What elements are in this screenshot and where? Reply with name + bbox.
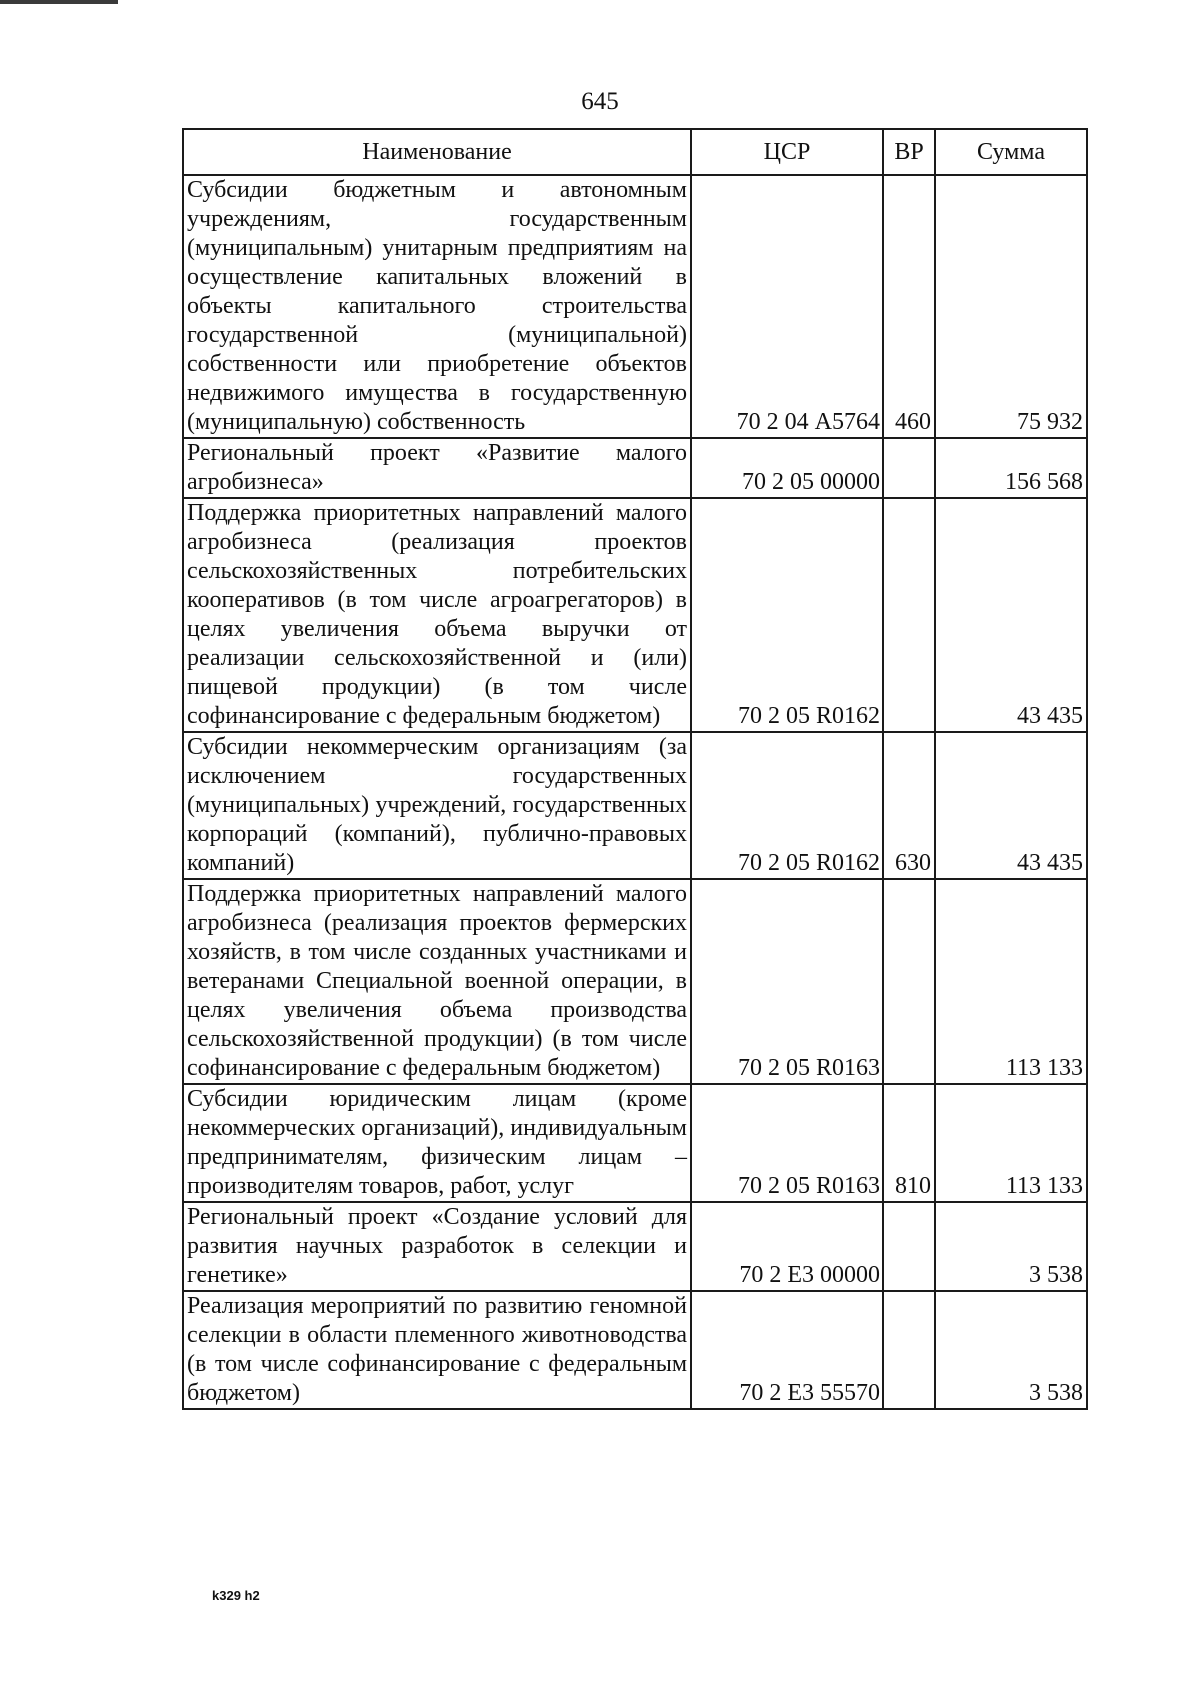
table-row: [183, 498, 1087, 732]
row-csr: 70 2 05 00000: [691, 438, 883, 498]
row-sum: 43 435: [935, 498, 1087, 732]
row-vr: [883, 1291, 935, 1409]
table-row: [183, 175, 1087, 438]
row-name: Региональный проект «Развитие малого агробизнеса»: [183, 438, 691, 498]
header-name: Наименование: [183, 129, 691, 175]
table-row: [183, 1084, 1087, 1202]
table-header-row: [183, 129, 1087, 175]
budget-table: [182, 128, 1088, 1410]
row-csr: 70 2 Е3 55570: [691, 1291, 883, 1409]
table-row: [183, 732, 1087, 879]
row-csr: 70 2 05 R0163: [691, 879, 883, 1084]
row-sum: 3 538: [935, 1202, 1087, 1291]
row-vr: [883, 879, 935, 1084]
row-name: Региональный проект «Создание условий для развития научных разработок в селекции и генетике»: [183, 1202, 691, 1291]
row-name: Субсидии бюджетным и автономным учреждениям, государственным (муниципальным) унитарным предприятиям на осуществление капитальных вложений в объекты капитального строительства государственной (муниципальной) собственности или приобретение объектов недвижимого имущества в государственную (муниципальную) собственность: [183, 175, 691, 438]
table-row: [183, 1291, 1087, 1409]
header-vr: ВР: [883, 129, 935, 175]
row-vr: [883, 438, 935, 498]
table-row: [183, 879, 1087, 1084]
table-row: [183, 438, 1087, 498]
row-csr: 70 2 05 R0163: [691, 1084, 883, 1202]
row-vr: 630: [883, 732, 935, 879]
row-csr: 70 2 05 R0162: [691, 498, 883, 732]
footer-doc-code: k329 h2: [212, 1588, 260, 1603]
row-sum: 75 932: [935, 175, 1087, 438]
row-name: Поддержка приоритетных направлений малого агробизнеса (реализация проектов сельскохозяйственных потребительских кооперативов (в том числе агроагрегаторов) в целях увеличения объема выручки от реализации сельскохозяйственной и (или) пищевой продукции) (в том числе софинансирование с федеральным бюджетом): [183, 498, 691, 732]
row-sum: 43 435: [935, 732, 1087, 879]
row-csr: 70 2 04 А5764: [691, 175, 883, 438]
row-name: Реализация мероприятий по развитию геномной селекции в области племенного животноводства (в том числе софинансирование с федеральным бюджетом): [183, 1291, 691, 1409]
table-row: [183, 1202, 1087, 1291]
row-vr: [883, 1202, 935, 1291]
row-sum: 3 538: [935, 1291, 1087, 1409]
header-sum: Сумма: [935, 129, 1087, 175]
scan-edge-mark: [0, 0, 118, 4]
row-sum: 156 568: [935, 438, 1087, 498]
page-number: 645: [581, 88, 619, 115]
row-csr: 70 2 05 R0162: [691, 732, 883, 879]
row-csr: 70 2 Е3 00000: [691, 1202, 883, 1291]
row-name: Субсидии юридическим лицам (кроме некоммерческих организаций), индивидуальным предпринимателям, физическим лицам – производителям товаров, работ, услуг: [183, 1084, 691, 1202]
row-vr: 810: [883, 1084, 935, 1202]
row-vr: 460: [883, 175, 935, 438]
row-vr: [883, 498, 935, 732]
row-sum: 113 133: [935, 1084, 1087, 1202]
row-name: Субсидии некоммерческим организациям (за исключением государственных (муниципальных) учреждений, государственных корпораций (компаний), публично-правовых компаний): [183, 732, 691, 879]
header-csr: ЦСР: [691, 129, 883, 175]
row-name: Поддержка приоритетных направлений малого агробизнеса (реализация проектов фермерских хозяйств, в том числе созданных участниками и ветеранами Специальной военной операции, в целях увеличения объема производства сельскохозяйственной продукции) (в том числе софинансирование с федеральным бюджетом): [183, 879, 691, 1084]
row-sum: 113 133: [935, 879, 1087, 1084]
